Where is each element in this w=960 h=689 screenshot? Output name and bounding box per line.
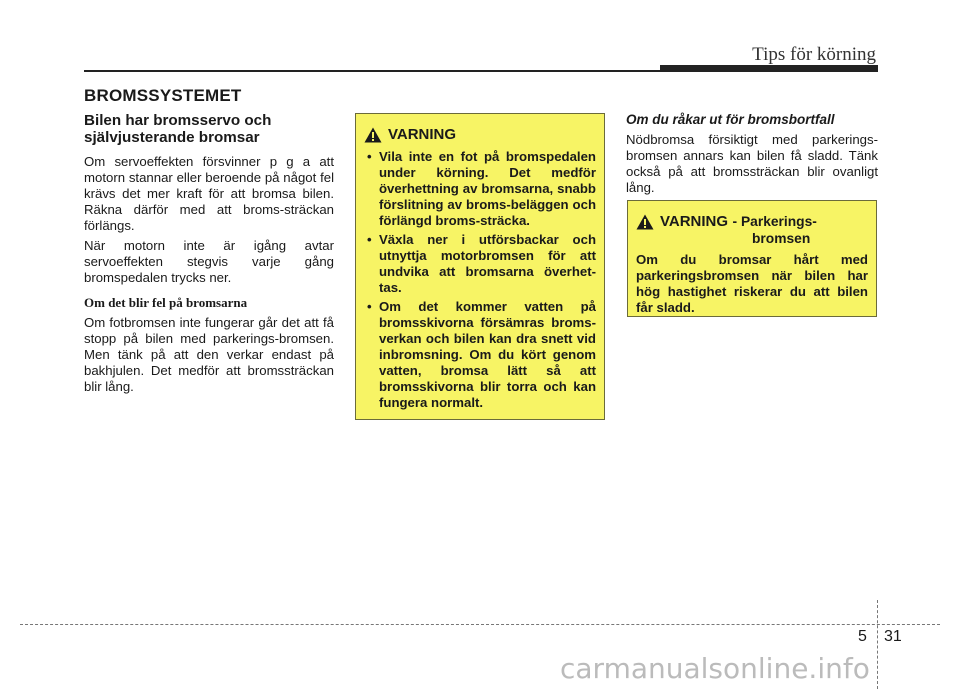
warning-title: VARNING [660, 213, 729, 230]
column-right [626, 112, 878, 200]
warning-triangle-icon [636, 214, 654, 230]
warning-list [364, 149, 596, 411]
footer-page-divider [877, 600, 878, 689]
warning-title: VARNING [388, 126, 457, 143]
header-rule-thin [84, 70, 878, 72]
column-right-heading: Om du råkar ut för bromsbortfall [626, 112, 835, 127]
paragraph: Om servoeffekten försvinner p g a att motorn stannar eller beroende på något fel krävs det mer kraft för att bromsa bilen. Räkna därför med att broms-sträckan förlängs. [84, 154, 334, 233]
warning-item: • Om det kommer vatten på bromsskivorna försämras broms-verkan och bilen kan dra snett vid inbromsning. Om du kört genom vatten, bromsa lätt så att bromsskivorna blir torra och kan fungera normalt. [364, 299, 596, 411]
warning-body: Om du bromsar hårt med parkeringsbromsen när bilen har hög hastighet riskerar du att bilen får sladd. [636, 252, 868, 315]
chapter-number: 5 [858, 628, 867, 645]
header-title: Tips för körning [752, 44, 876, 65]
paragraph: Om fotbromsen inte fungerar går det att få stopp på bilen med parkerings-bromsen. Men tänk på att den verkar endast på bakhjulen. Det medför att bromssträckan blir lång. [84, 315, 334, 394]
section-title: BROMSSYSTEMET [84, 86, 242, 105]
paragraph: När motorn inte är igång avtar servoeffekten stegvis varje gång bromspedalen trycks ner. [84, 238, 334, 285]
paragraph: Nödbromsa försiktigt med parkerings-bromsen annars kan bilen få sladd. Tänk också på att bromssträckan blir ovanligt lång. [626, 132, 878, 195]
warning-subtitle: - Parkerings- [732, 214, 817, 229]
warning-box-brakes [355, 113, 605, 420]
warning-subtitle-continued: bromsen [752, 231, 811, 246]
footer-divider [20, 624, 940, 625]
column-left [84, 112, 334, 399]
warning-box-parking-brake [627, 200, 877, 317]
page-number: 31 [884, 628, 902, 645]
warning-title-row [636, 213, 868, 246]
watermark: carmanualsonline.info [560, 652, 870, 685]
column-left-subheading: Om det blir fel på bromsarna [84, 295, 248, 310]
warning-item: • Vila inte en fot på bromspedalen under körning. Det medför överhettning av bromsarna, snabb förslitning av broms-beläggen och förlängd broms-sträcka. [364, 149, 596, 229]
warning-triangle-icon [364, 127, 382, 143]
warning-title-row [364, 126, 596, 143]
column-left-heading: Bilen har bromsservo och självjusterande bromsar [84, 112, 272, 146]
warning-item: • Växla ner i utförsbackar och utnyttja motorbromsen för att undvika att bromsarna överhet-tas. [364, 232, 596, 296]
